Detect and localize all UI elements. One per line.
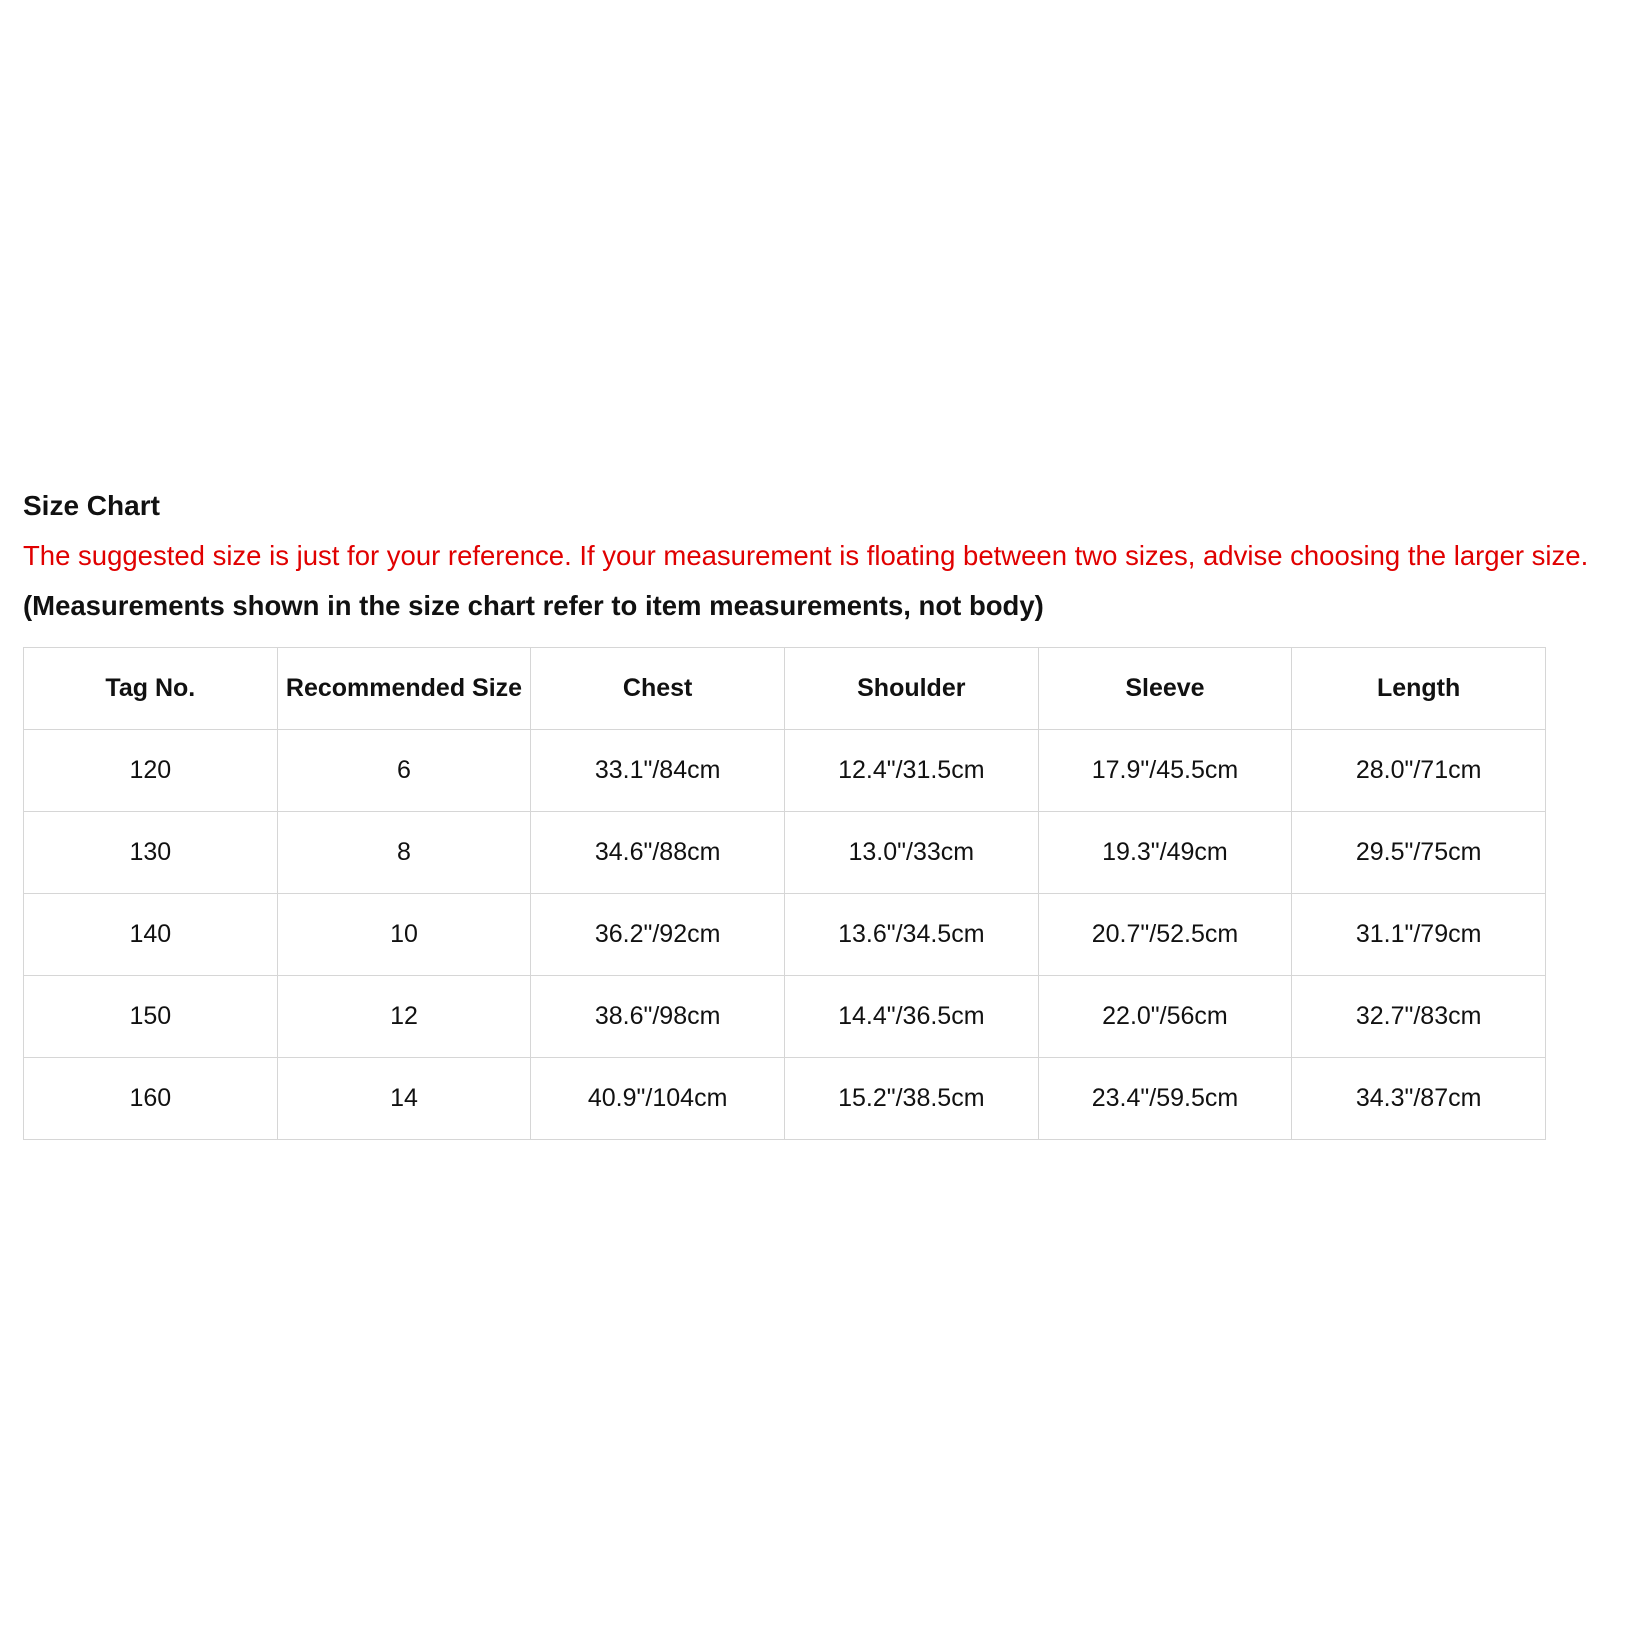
size-table-header (24, 648, 1546, 730)
measurement-disclaimer: (Measurements shown in the size chart refer to item measurements, not body) (23, 590, 1044, 621)
page-title: Size Chart (23, 490, 160, 521)
cell-chest: 38.6"/98cm (531, 976, 785, 1058)
cell-recommended-size: 10 (277, 894, 531, 976)
header-recommended-size: Recommended Size (277, 648, 531, 730)
cell-length: 32.7"/83cm (1292, 976, 1546, 1058)
cell-chest: 40.9"/104cm (531, 1058, 785, 1140)
cell-shoulder: 13.0"/33cm (784, 812, 1038, 894)
cell-chest: 33.1"/84cm (531, 730, 785, 812)
cell-tag-no: 150 (24, 976, 278, 1058)
table-row (24, 812, 1546, 894)
cell-sleeve: 20.7"/52.5cm (1038, 894, 1292, 976)
table-row (24, 1058, 1546, 1140)
cell-chest: 36.2"/92cm (531, 894, 785, 976)
cell-recommended-size: 12 (277, 976, 531, 1058)
cell-recommended-size: 6 (277, 730, 531, 812)
table-row (24, 894, 1546, 976)
size-table-body (24, 730, 1546, 1140)
table-row (24, 976, 1546, 1058)
cell-recommended-size: 8 (277, 812, 531, 894)
cell-shoulder: 14.4"/36.5cm (784, 976, 1038, 1058)
cell-shoulder: 12.4"/31.5cm (784, 730, 1038, 812)
header-tag-no: Tag No. (24, 648, 278, 730)
cell-tag-no: 130 (24, 812, 278, 894)
size-table (23, 647, 1546, 1140)
cell-tag-no: 120 (24, 730, 278, 812)
cell-sleeve: 22.0"/56cm (1038, 976, 1292, 1058)
cell-sleeve: 17.9"/45.5cm (1038, 730, 1292, 812)
cell-chest: 34.6"/88cm (531, 812, 785, 894)
header-chest: Chest (531, 648, 785, 730)
cell-shoulder: 13.6"/34.5cm (784, 894, 1038, 976)
table-row (24, 730, 1546, 812)
cell-sleeve: 19.3"/49cm (1038, 812, 1292, 894)
header-row (24, 648, 1546, 730)
cell-sleeve: 23.4"/59.5cm (1038, 1058, 1292, 1140)
header-sleeve: Sleeve (1038, 648, 1292, 730)
cell-tag-no: 140 (24, 894, 278, 976)
cell-length: 31.1"/79cm (1292, 894, 1546, 976)
size-chart-sheet (23, 488, 1623, 1112)
cell-shoulder: 15.2"/38.5cm (784, 1058, 1038, 1140)
cell-length: 34.3"/87cm (1292, 1058, 1546, 1140)
cell-tag-no: 160 (24, 1058, 278, 1140)
header-length: Length (1292, 648, 1546, 730)
size-notice: The suggested size is just for your reference. If your measurement is floating between two sizes, advise choosing the larger size. (23, 540, 1589, 571)
header-shoulder: Shoulder (784, 648, 1038, 730)
cell-length: 28.0"/71cm (1292, 730, 1546, 812)
cell-length: 29.5"/75cm (1292, 812, 1546, 894)
cell-recommended-size: 14 (277, 1058, 531, 1140)
